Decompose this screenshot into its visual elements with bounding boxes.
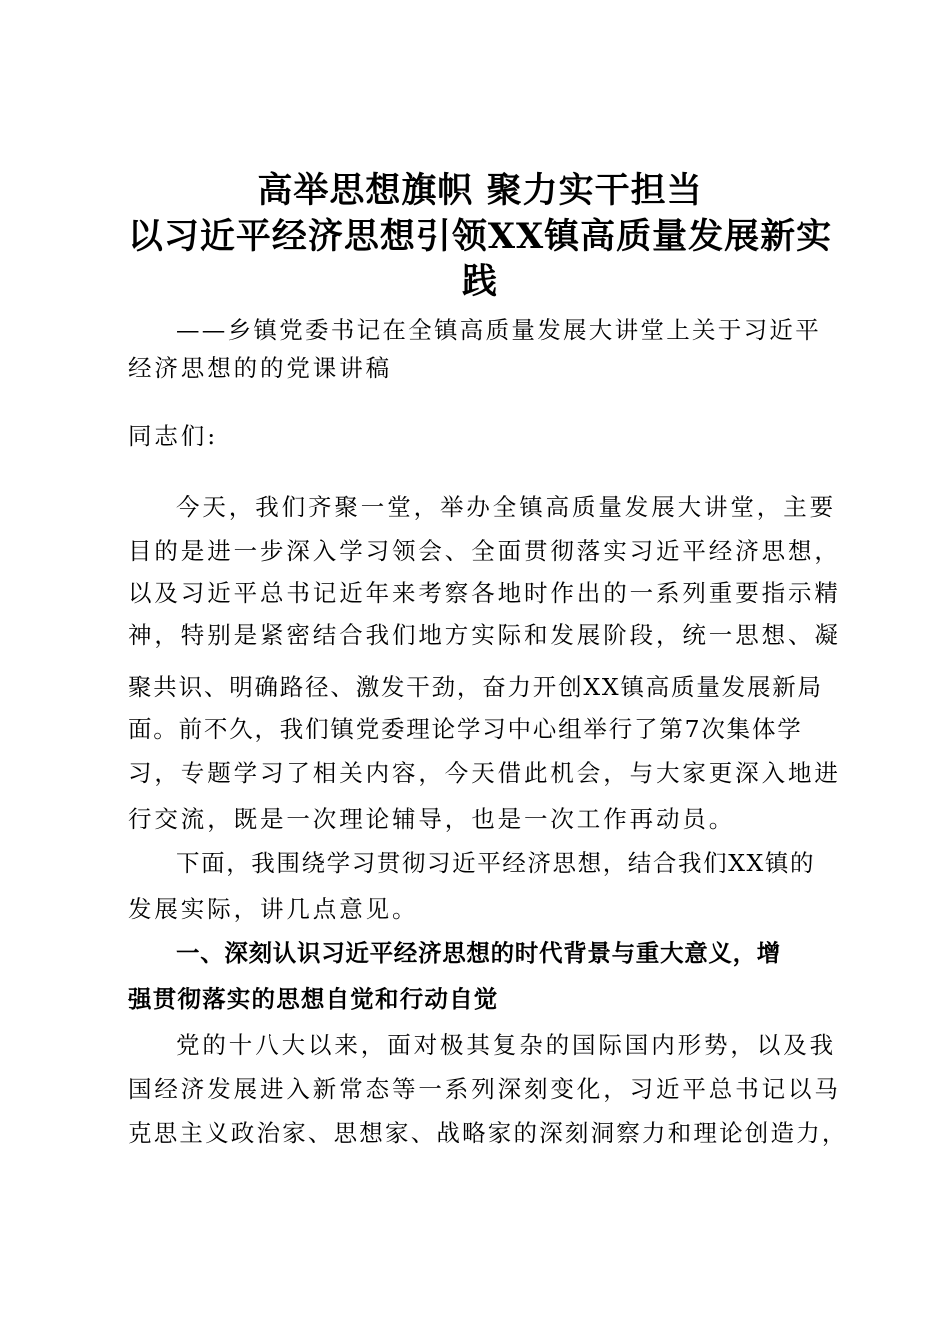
paragraph-1-line-7: 习，专题学习了相关内容，今天借此机会，与大家更深入地进	[128, 759, 841, 787]
paragraph-1-line-3: 以及习近平总书记近年来考察各地时作出的一系列重要指示精	[128, 579, 841, 607]
paragraph-1-line-1: 今天，我们齐聚一堂，举办全镇高质量发展大讲堂，主要	[176, 493, 836, 521]
section-heading-1-line-1: 一、深刻认识习近平经济思想的时代背景与重大意义，增	[176, 939, 781, 967]
paragraph-2-line-1: 下面，我围绕学习贯彻习近平经济思想，结合我们XX镇的	[176, 849, 816, 877]
paragraph-1-line-6: 面。前不久，我们镇党委理论学习中心组举行了第7次集体学	[128, 715, 803, 743]
subtitle-line-1: ——乡镇党委书记在全镇高质量发展大讲堂上关于习近平	[176, 316, 821, 344]
paragraph-1-line-2: 目的是进一步深入学习领会、全面贯彻落实习近平经济思想，	[128, 537, 841, 565]
paragraph-1-line-4: 神，特别是紧密结合我们地方实际和发展阶段，统一思想、凝	[128, 621, 841, 649]
salutation: 同志们:	[128, 422, 219, 450]
paragraph-3-line-3: 克思主义政治家、思想家、战略家的深刻洞察力和理论创造力，	[128, 1119, 848, 1147]
paragraph-1-line-5: 聚共识、明确路径、激发干劲，奋力开创XX镇高质量发展新局	[128, 673, 823, 701]
paragraph-3-line-1: 党的十八大以来，面对极其复杂的国际国内形势，以及我	[176, 1031, 836, 1059]
subtitle-line-2: 经济思想的的党课讲稿	[128, 354, 392, 382]
paragraph-1-line-8: 行交流，既是一次理论辅导，也是一次工作再动员。	[128, 805, 736, 833]
paragraph-3-line-2: 国经济发展进入新常态等一系列深刻变化，习近平总书记以马	[128, 1075, 841, 1103]
paragraph-2-line-2: 发展实际，讲几点意见。	[128, 895, 419, 923]
document-title-line-2: 以习近平经济思想引领XX镇高质量发展新实	[127, 216, 833, 257]
document-title-line-1: 高举思想旗帜 聚力实干担当	[257, 170, 703, 211]
document-title-line-3: 践	[461, 261, 498, 302]
section-heading-1-line-2: 强贯彻落实的思想自觉和行动自觉	[128, 985, 499, 1013]
